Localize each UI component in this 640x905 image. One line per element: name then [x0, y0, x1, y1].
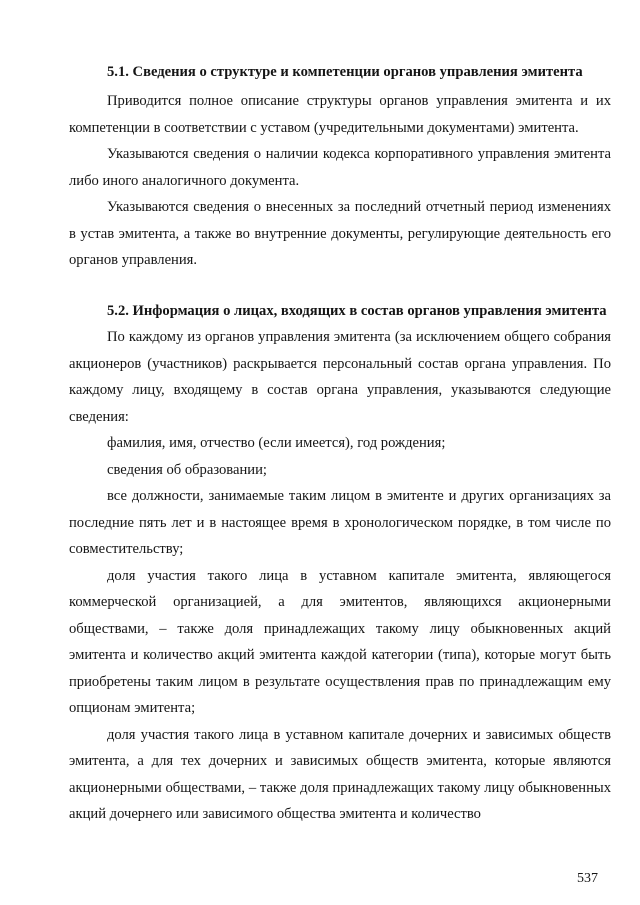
- section-5-2-list-item: доля участия такого лица в уставном капитале эмитента, являющегося коммерческой организацией, а для эмитентов, являющихся акционерными обществами, – также доля принадлежащих такому лицу обыкновенных акций эмитента и количество акций эмитента каждой категории (типа), которые могут быть приобретены таким лицом в результате осуществления прав по принадлежащим ему опционам эмитента;: [69, 567, 611, 716]
- page-number: 537: [577, 871, 598, 886]
- section-5-1-paragraph: Указываются сведения о внесенных за последний отчетный период изменениях в устав эмитента, а также во внутренние документы, регулирующие деятельность его органов управления.: [69, 199, 611, 268]
- section-5-1-paragraph: Указываются сведения о наличии кодекса корпоративного управления эмитента либо иного аналогичного документа.: [69, 146, 611, 189]
- section-5-2-list-item: доля участия такого лица в уставном капитале дочерних и зависимых обществ эмитента, а для тех дочерних и зависимых обществ эмитента, которые являются акционерными обществами, – также доля принадлежащих такому лицу обыкновенных акций дочернего или зависимого общества эмитента и количество: [69, 726, 611, 822]
- section-5-2-list-item: все должности, занимаемые таким лицом в эмитенте и других организациях за последние пять лет и в настоящее время в хронологическом порядке, в том числе по совместительству;: [69, 488, 611, 557]
- section-5-1-heading: 5.1. Сведения о структуре и компетенции органов управления эмитента: [107, 64, 583, 80]
- section-5-1-paragraph: Приводится полное описание структуры органов управления эмитента и их компетенции в соответствии с уставом (учредительными документами) эмитента.: [69, 93, 611, 136]
- document-page: [69, 62, 611, 828]
- section-5-2-paragraph: По каждому из органов управления эмитента (за исключением общего собрания акционеров (участников) раскрывается персональный состав органа управления. По каждому лицу, входящему в состав органа управления, указываются следующие сведения:: [69, 329, 611, 425]
- section-5-2-list-item: фамилия, имя, отчество (если имеется), год рождения;: [107, 435, 446, 451]
- section-5-2-list-item: сведения об образовании;: [107, 461, 267, 478]
- section-5-2-heading: 5.2. Информация о лицах, входящих в состав органов управления эмитента: [107, 302, 607, 319]
